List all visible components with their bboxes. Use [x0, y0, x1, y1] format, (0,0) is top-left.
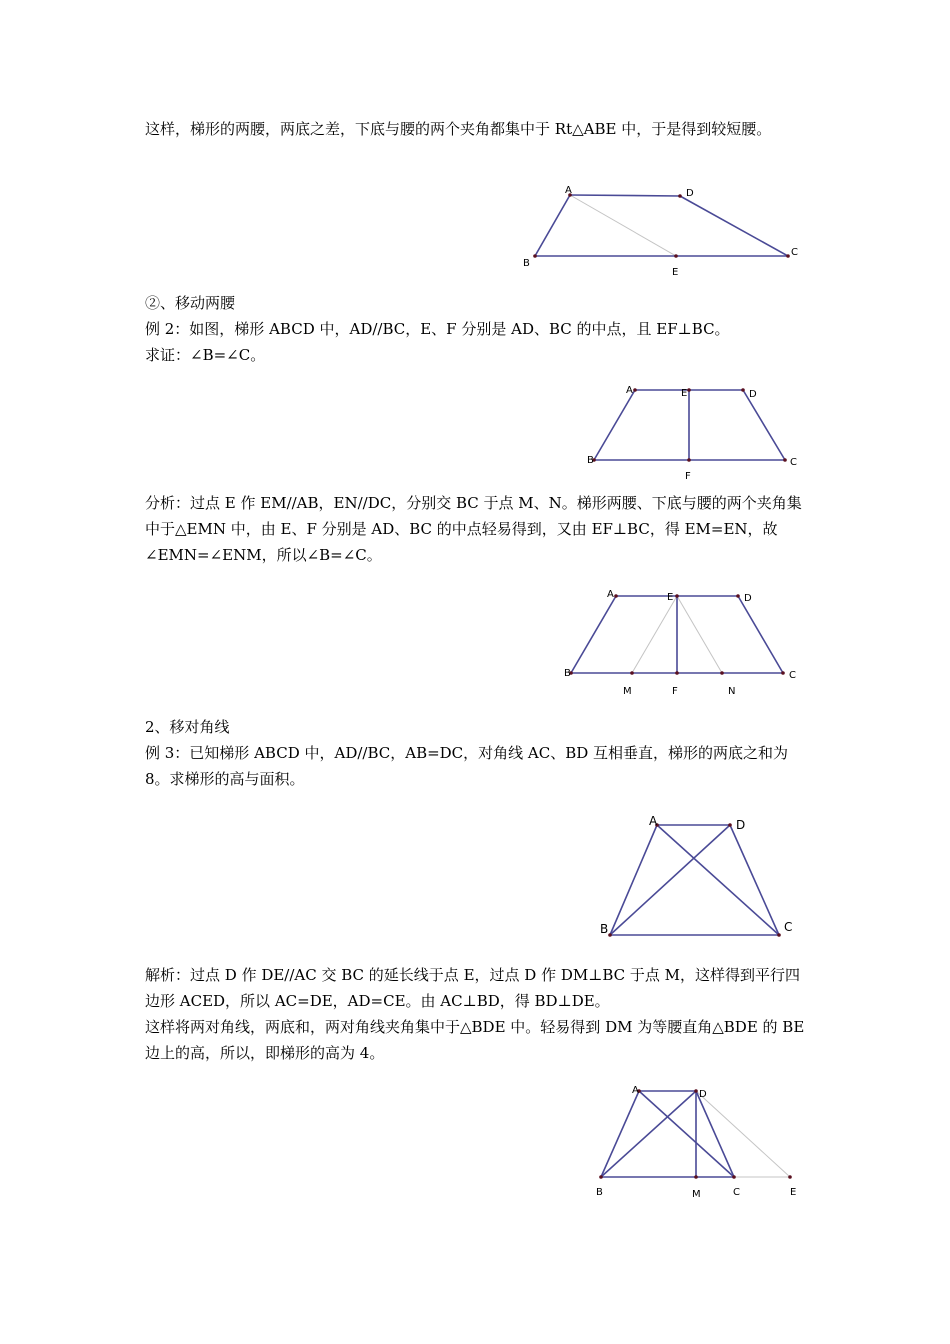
example-3-solution: 解析：过点 D 作 DE//AC 交 BC 的延长线于点 E，过点 D 作 DM⊥BC 于点 M，这样得到平行四边形 ACED，所以 AC=DE，AD=CE。由 AC⊥BD，得 BD⊥DE。 [145, 966, 801, 1010]
label-d: D [736, 818, 746, 832]
label-d: D [686, 188, 694, 199]
label-d: D [699, 1089, 707, 1100]
label-d: D [744, 593, 752, 604]
example-2-analysis: 分析：过点 E 作 EM//AB，EN//DC，分别交 BC 于点 M、N。梯形两腰、下底与腰的两个夹角集中于△EMN 中，由 E、F 分别是 AD、BC 的中点轻易得到，又由 EF⊥BC，得 EM=EN，故∠EMN=∠ENM，所以∠B=∠C。 [145, 494, 802, 564]
label-c: C [791, 247, 798, 258]
label-e: E [681, 388, 688, 399]
label-a: A [565, 185, 572, 196]
label-f: F [672, 686, 678, 697]
diagonal-ac [657, 825, 779, 935]
point-f [675, 671, 679, 675]
segment-de [696, 1091, 790, 1177]
point-e [788, 1175, 792, 1179]
example-3-conclusion: 这样将两对角线，两底和，两对角线夹角集中于△BDE 中。轻易得到 DM 为等腰直角△BDE 的 BE 边上的高，所以，即梯形的高为 4。 [145, 1018, 805, 1062]
example-3-statement: 例 3：已知梯形 ABCD 中，AD//BC，AB=DC，对角线 AC、BD 互相垂直，梯形的两底之和为 8。求梯形的高与面积。 [145, 744, 789, 788]
figure-isosceles-trapezoid-diagonals [595, 808, 800, 943]
label-b: B [564, 668, 571, 679]
label-a: A [632, 1085, 639, 1096]
label-n: N [728, 686, 736, 697]
figure-trapezoid-de-parallel-ac [590, 1080, 805, 1205]
figure-trapezoid-ef-perpendicular [585, 382, 800, 482]
label-b: B [596, 1187, 603, 1198]
point-c [786, 254, 790, 258]
label-e: E [667, 592, 674, 603]
point-b [533, 254, 537, 258]
label-b: B [523, 258, 530, 269]
segment-em [632, 596, 677, 673]
point-e [675, 594, 679, 598]
example-2-statement: 例 2：如图，梯形 ABCD 中，AD//BC，E、F 分别是 AD、BC 的中点，且 EF⊥BC。 [145, 320, 730, 338]
segment-ab [601, 1091, 639, 1177]
label-c: C [733, 1187, 740, 1198]
point-f [687, 458, 691, 462]
example-2-prove: 求证：∠B=∠C。 [145, 346, 266, 364]
label-m: M [692, 1189, 701, 1200]
point-c [732, 1175, 736, 1179]
label-e: E [790, 1187, 797, 1198]
point-d [694, 1089, 698, 1093]
figure-trapezoid-em-en [560, 585, 800, 700]
point-m [630, 671, 634, 675]
segment-en [677, 596, 722, 673]
diagonal-bd [601, 1091, 696, 1177]
point-b [599, 1175, 603, 1179]
segment-dc [738, 596, 783, 673]
heading-move-diagonals: 2、移对角线 [145, 718, 230, 736]
segment-ab [535, 195, 570, 256]
label-e: E [672, 267, 679, 278]
diagonal-ac [639, 1091, 734, 1177]
label-m: M [623, 686, 632, 697]
diagonal-bd [610, 825, 730, 935]
label-a: A [607, 589, 614, 600]
label-c: C [784, 920, 793, 934]
point-d [728, 823, 732, 827]
segment-ad [570, 195, 680, 196]
heading-move-legs: ②、移动两腰 [145, 294, 236, 312]
segment-dc [743, 390, 785, 460]
point-m [694, 1175, 698, 1179]
label-a: A [649, 814, 658, 828]
point-e [674, 254, 678, 258]
point-n [720, 671, 724, 675]
segment-ab [594, 390, 635, 460]
segment-dc [696, 1091, 734, 1177]
segment-ab [571, 596, 616, 673]
figure-trapezoid-abcd-e [515, 182, 805, 282]
segment-ab [610, 825, 657, 935]
label-a: A [626, 385, 633, 396]
segment-dc [680, 196, 788, 256]
label-d: D [749, 389, 757, 400]
point-c [783, 458, 787, 462]
point-d [736, 594, 740, 598]
point-e [687, 388, 691, 392]
point-a [633, 388, 637, 392]
label-c: C [790, 457, 797, 468]
point-b [608, 933, 612, 937]
label-b: B [600, 922, 609, 936]
segment-dc [730, 825, 779, 935]
segment-ae [570, 195, 676, 256]
paragraph-rt-abe: 这样，梯形的两腰，两底之差，下底与腰的两个夹角都集中于 Rt△ABE 中，于是得到较短腰。 [145, 120, 772, 138]
label-c: C [789, 670, 796, 681]
point-a [614, 594, 618, 598]
point-d [741, 388, 745, 392]
point-c [781, 671, 785, 675]
label-b: B [587, 455, 594, 466]
point-d [678, 194, 682, 198]
label-f: F [685, 471, 691, 482]
point-c [777, 933, 781, 937]
